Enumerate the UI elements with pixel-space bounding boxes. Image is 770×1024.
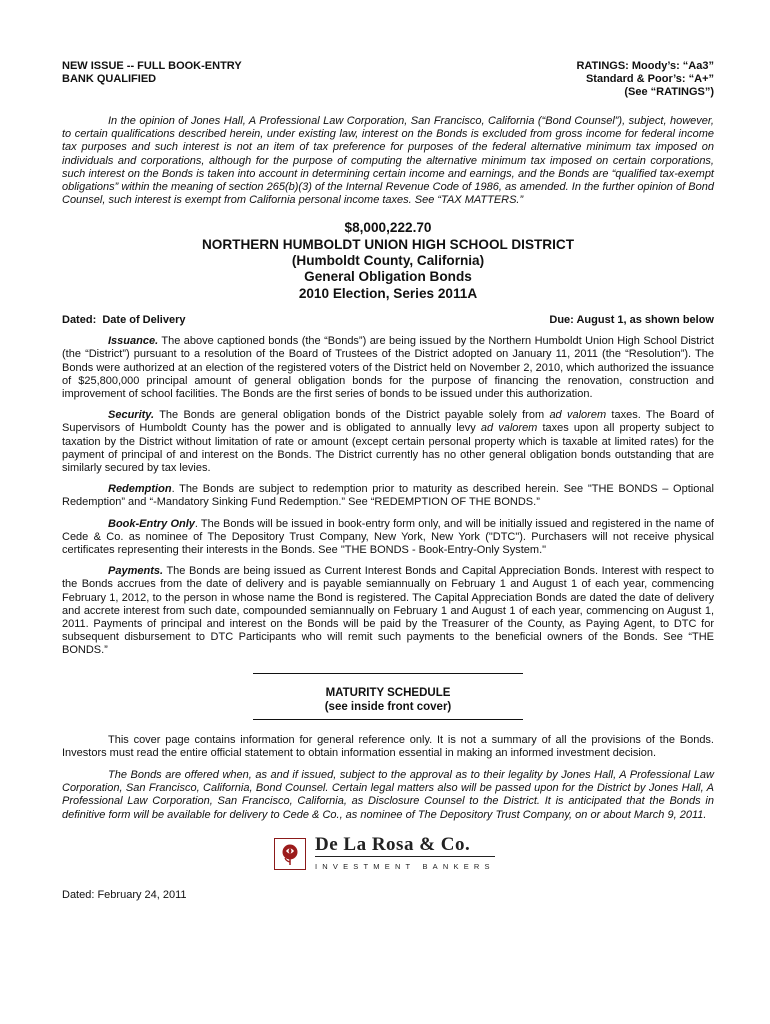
- ratings-see: (See “RATINGS”): [624, 86, 714, 98]
- book-entry-text: . The Bonds will be issued in book-entry form only, and will be initially issued and registered in the name of Cede & Co. as nominee of The Depository Trust Company, New York, New York ("DTC"). Purchasers will not receive physical certificates representing their interests in the Bonds. See "THE BONDS - Book-Entry-Only System.": [62, 517, 714, 556]
- title-amount: $8,000,222.70: [344, 220, 432, 236]
- maturity-bottom-rule: [253, 719, 523, 720]
- issuance-text: The above captioned bonds (the “Bonds”) are being issued by the Northern Humboldt Union High School District (the “District”) pursuant to a resolution of the Board of Trustees of the District adopted on January 11, 2011 (the “Resolution”). The Bonds were authorized at an election of the registered voters of the District held on November 2, 2010, which authorized the issuance of $25,800,000 principal amount of general obligation bonds for the purpose of financing the renovation, construction and improvement of school facilities. The Bonds are the first series of bonds to be issued under this authorization.: [62, 335, 714, 400]
- payments-paragraph: [62, 565, 714, 657]
- title-county: (Humboldt County, California): [291, 253, 485, 269]
- underwriter-logo: [274, 833, 714, 872]
- security-ad-valorem-2: ad valorem: [480, 422, 538, 435]
- issuance-paragraph: [62, 335, 714, 401]
- payments-text: The Bonds are being issued as Current Interest Bonds and Capital Appreciation Bonds. Interest with respect to the Bonds accrues from the date of delivery and is payable semiannually on February 1 and August 1 of each year, commencing February 1, 2012, to the person in whose name the Bond is registered. The Capital Appreciation Bonds are dated the date of delivery and accrete interest from such date, compounded semiannually on February 1 and August 1 of each year, commencing on August 1, 2011. Payments of principal and interest on the Bonds will be paid by the Treasurer of the County, as Paying Agent, to DTC for subsequent disbursement to DTC Participants who will remit such payments to the beneficial owners of the Bonds. See “THE BONDS.”: [62, 565, 715, 657]
- maturity-subtitle: (see inside front cover): [324, 700, 452, 713]
- general-reference-note: This cover page contains information for general reference only. It is not a summary of all the provisions of the Bonds. Investors must read the entire official statement to obtain information essential in making an informed investment decision.: [62, 733, 714, 759]
- security-text-1: The Bonds are general obligation bonds of the District payable solely from: [159, 409, 545, 422]
- payments-heading: Payments.: [108, 565, 164, 578]
- dated-due-row: [62, 314, 714, 327]
- redemption-text: . The Bonds are subject to redemption prior to maturity as described herein. See "THE BONDS – Optional Redemption” and “-Mandatory Sinking Fund Redemption.” See “REDEMPTION OF THE BONDS.”: [62, 483, 714, 509]
- bond-counsel-opinion: In the opinion of Jones Hall, A Professional Law Corporation, San Francisco, California (“Bond Counsel”), subject, however, to certain qualifications described herein, under existing law, interest on the Bonds is excluded from gross income for federal income tax purposes and such interest is not an item of tax preference for purposes of the federal alternative minimum tax imposed on individuals and corporations, although for the purpose of computing the alternative minimum tax imposed on certain corporations, such interest on the Bonds is taken into account in determining certain income and earnings, and the Bonds are “qualified tax-exempt obligations” within the meaning of section 265(b)(3) of the Internal Revenue Code of 1986, as amended. In the further opinion of Bond Counsel, such interest is exempt from California personal income taxes. See “TAX MATTERS.”: [62, 115, 714, 207]
- maturity-schedule: [62, 686, 714, 714]
- title-district: NORTHERN HUMBOLDT UNION HIGH SCHOOL DISTRICT: [201, 236, 575, 252]
- cover-header: [62, 60, 714, 99]
- due-label: Due: [549, 313, 571, 326]
- ratings: [576, 60, 714, 99]
- offering-statement: The Bonds are offered when, as and if issued, subject to the approval as to their legality by Jones Hall, A Professional Law Corporation, San Francisco, California, Bond Counsel. Certain legal matters also will be passed upon for the District by Jones Hall, A Professional Law Corporation, San Francisco, California, as Disclosure Counsel to the District. It is anticipated that the Bonds in definitive form will be available for delivery to Cede & Co., as nominee of The Depository Trust Company, on or about March 9, 2011.: [62, 768, 714, 821]
- issuance-heading: Issuance.: [108, 335, 159, 348]
- maturity-top-rule: [253, 673, 523, 674]
- dated-value: Date of Delivery: [102, 313, 186, 326]
- issue-line-1: NEW ISSUE -- FULL BOOK-ENTRY: [62, 60, 242, 72]
- logo-mark: [274, 838, 306, 870]
- title-series: 2010 Election, Series 2011A: [298, 285, 478, 301]
- security-text-2: taxes. The Board of Supervisors of Humboldt County has the power and is obligated to annually levy: [62, 409, 714, 435]
- maturity-title: MATURITY SCHEDULE: [325, 686, 451, 699]
- issue-line-2: BANK QUALIFIED: [62, 73, 157, 85]
- ratings-moodys: RATINGS: Moody’s: “Aa3”: [576, 60, 714, 72]
- logo-tagline: INVESTMENT BANKERS: [315, 861, 495, 871]
- redemption-heading: Redemption: [108, 483, 172, 496]
- security-ad-valorem-1: ad valorem: [549, 409, 607, 422]
- redemption-paragraph: [62, 483, 714, 509]
- security-heading: Security.: [108, 409, 155, 422]
- dated-info: Dated: Date of Delivery: [62, 313, 186, 326]
- logo-wordmark: [315, 835, 495, 873]
- book-entry-paragraph: [62, 518, 714, 558]
- due-info: Due: August 1, as shown below: [549, 313, 714, 326]
- security-paragraph: [62, 409, 714, 475]
- official-statement-cover: [62, 60, 714, 902]
- ratings-sp: Standard & Poor’s: “A+”: [585, 73, 714, 85]
- title-bonds: General Obligation Bonds: [304, 269, 472, 285]
- bond-title: [62, 220, 714, 301]
- logo-divider: [315, 856, 495, 857]
- book-entry-heading: Book-Entry Only: [108, 517, 195, 530]
- dated-label: Dated: [62, 313, 93, 326]
- issue-type: [62, 60, 242, 99]
- due-value: August 1, as shown below: [576, 313, 714, 326]
- rose-icon: [278, 842, 302, 866]
- cover-date: Dated: February 24, 2011: [62, 888, 187, 901]
- security-text-3: taxes upon all property subject to taxation by the District without limitation of rate or amount (except certain personal property which is taxable at limited rates) for the payment of principal of and interest on the Bonds. The District currently has no other general obligation bonds outstanding that are similarly secured by tax levies.: [62, 422, 715, 474]
- logo-name: De La Rosa & Co.: [315, 833, 471, 855]
